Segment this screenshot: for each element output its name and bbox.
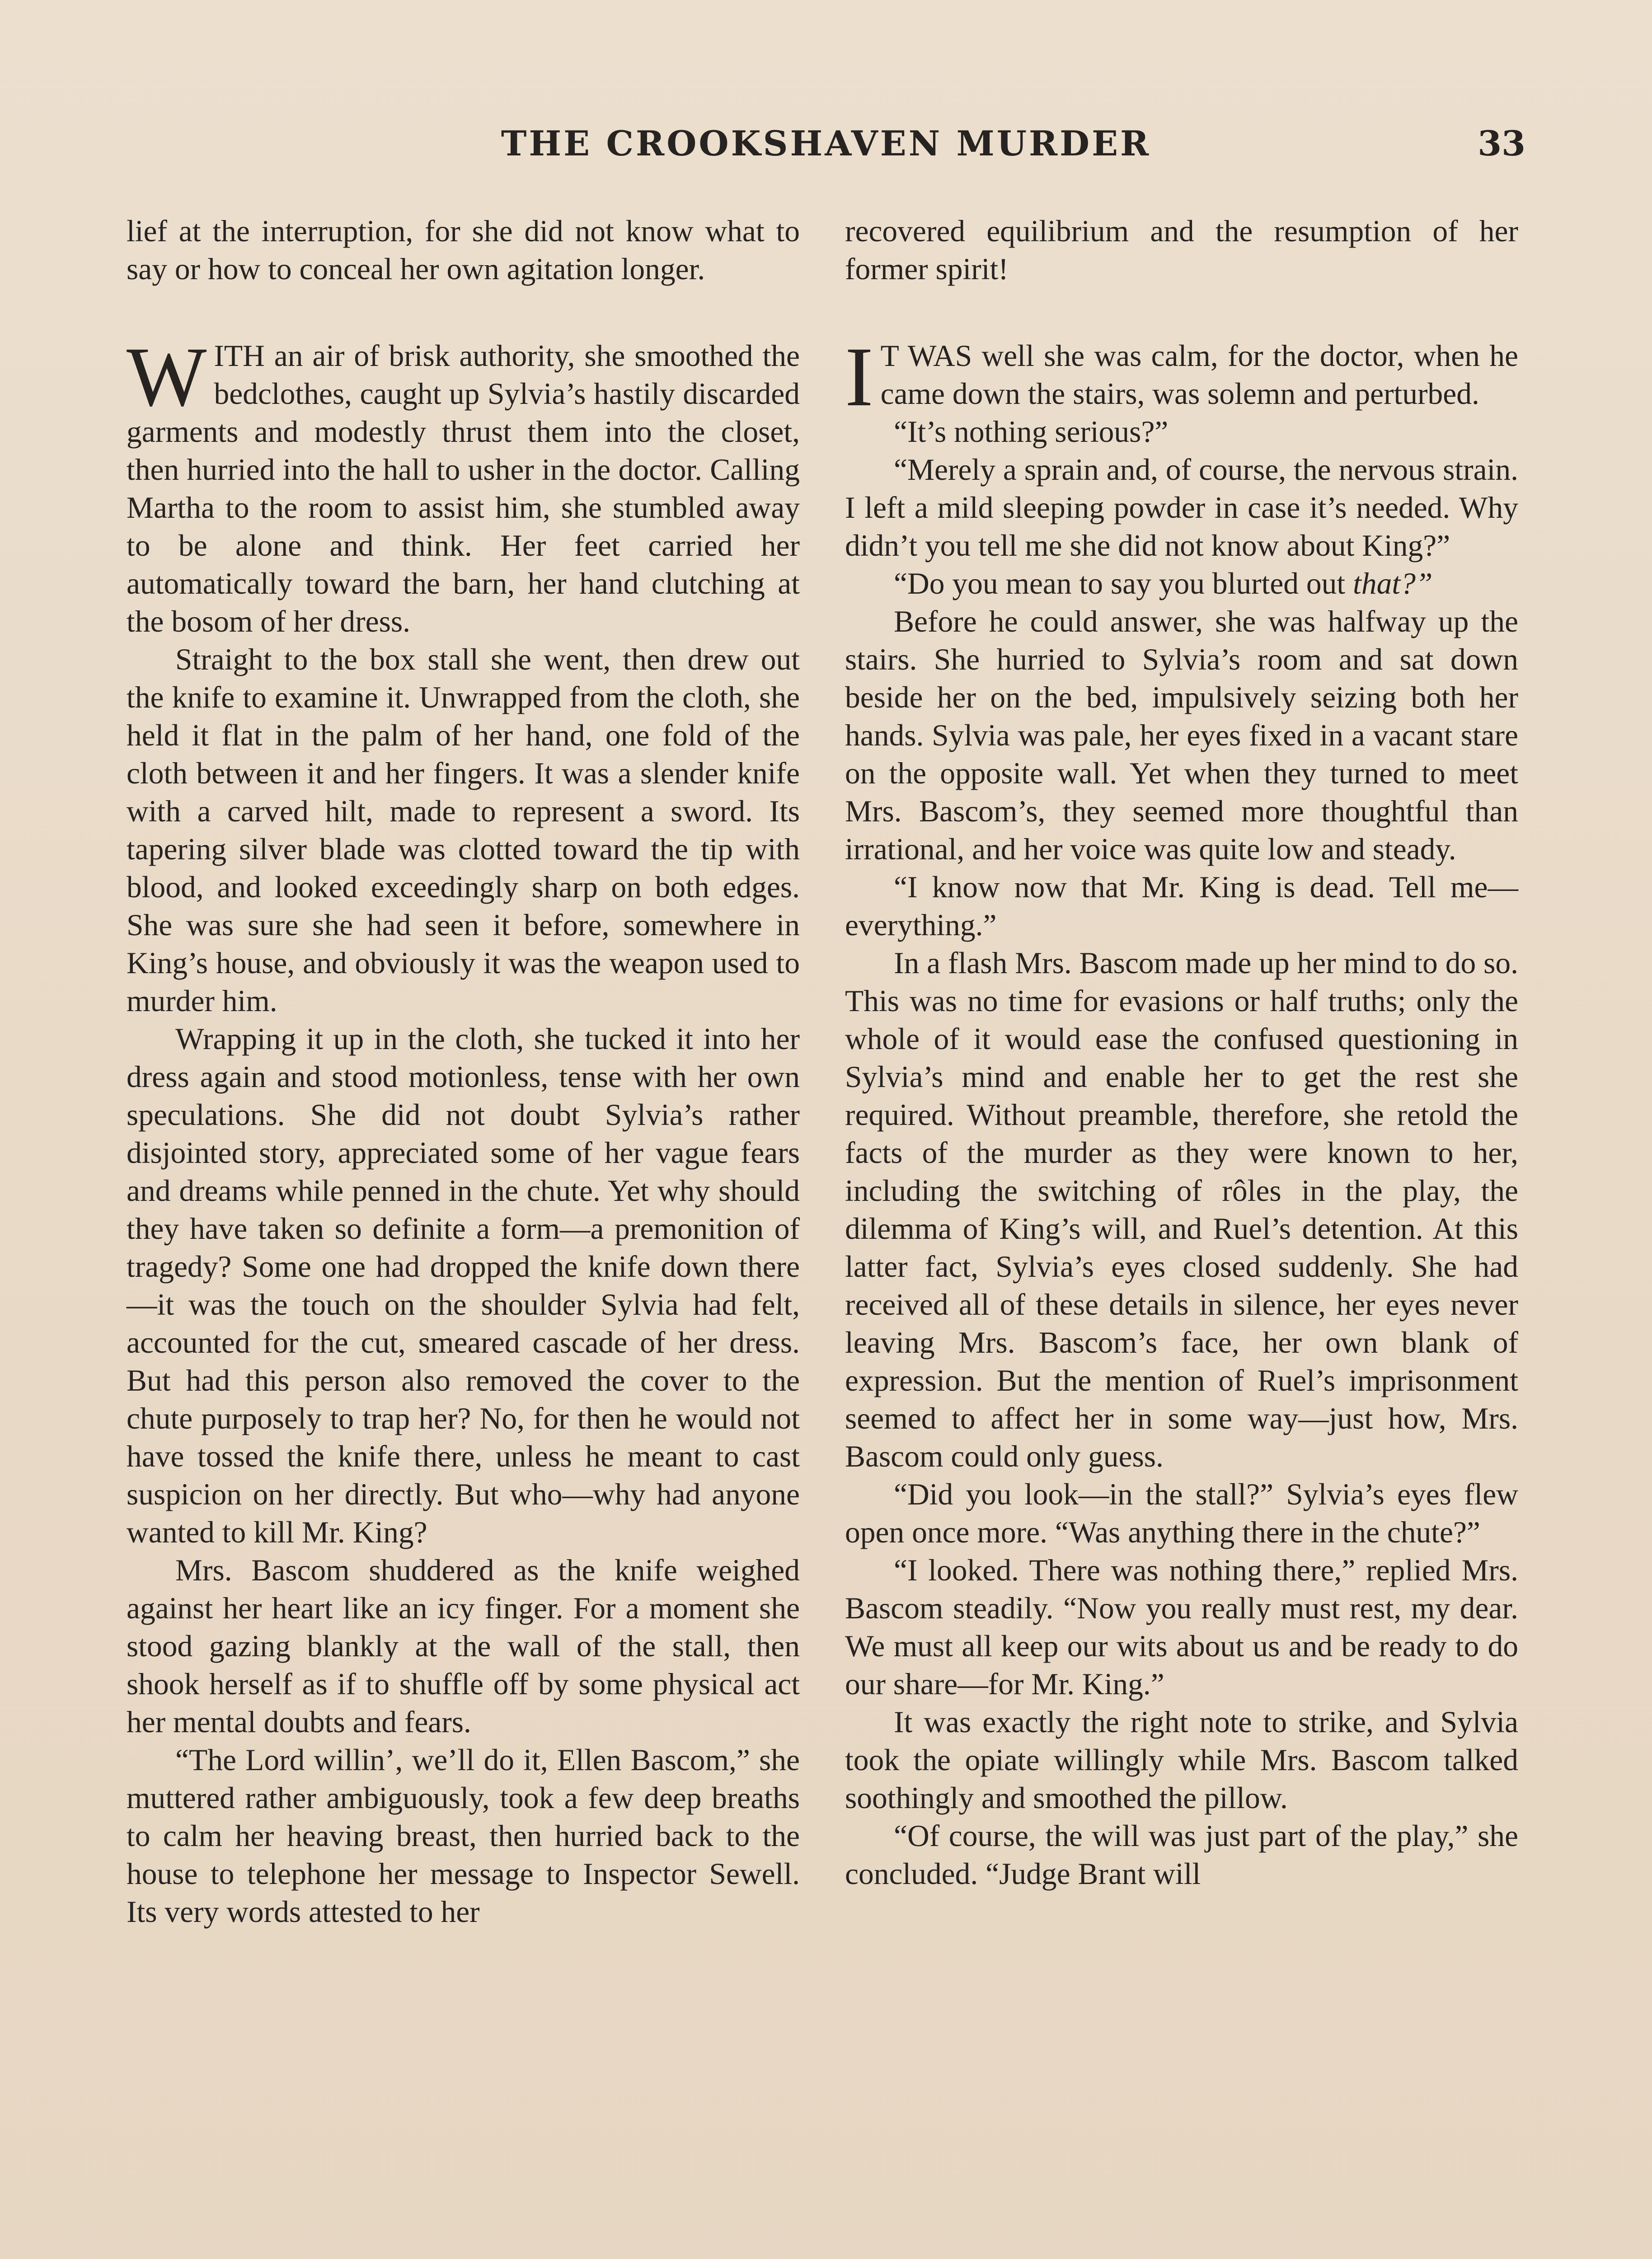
running-title: THE CROOKSHAVEN MURDER: [501, 123, 1151, 164]
italic-emphasis: that?”: [1353, 567, 1433, 600]
paragraph-text: “Do you mean to say you blurted out: [894, 567, 1353, 600]
paragraph: lief at the interruption, for she did not know what to say or how to conceal her own agitation longer.: [127, 214, 800, 286]
section-paragraph: [127, 329, 800, 641]
section-paragraph: [845, 329, 1518, 424]
paragraph-text: ITH an air of brisk authority, she smoothed the bedclothes, caught up Sylvia’s hastily discarded garments and modestly thrust them into the closet, then hurried into the hall to usher in the doctor. Calling Martha to the room to assist him, she stumbled away to be alone and think. Her feet carried her automatically toward the barn, her hand clutching at the bosom of her dress.: [127, 339, 800, 638]
paragraph: “Did you look—in the stall?” Sylvia’s eyes flew open once more. “Was anything there in the chute?”: [845, 1477, 1518, 1549]
paragraph: Mrs. Bascom shuddered as the knife weighed against her heart like an icy finger. For a moment she stood gazing blankly at the wall of the stall, then shook herself as if to shuffle off by some physical act her mental doubts and fears.: [127, 1553, 800, 1739]
paragraph-text: T WAS well she was calm, for the doctor, when he came down the stairs, was solemn and perturbed.: [880, 339, 1518, 411]
paragraph: “The Lord willin’, we’ll do it, Ellen Bascom,” she muttered rather ambiguously, took a few deep breaths to calm her heaving breast, then hurried back to the house to telephone her message to Inspector Sewell. Its very words attested to her: [127, 1743, 800, 1929]
right-column: [845, 212, 1518, 1893]
paragraph: “I looked. There was nothing there,” replied Mrs. Bascom steadily. “Now you really must rest, my dear. We must all keep our wits about us and be ready to do our share—for Mr. King.”: [845, 1553, 1518, 1701]
paragraph: recovered equilibrium and the resumption of her former spirit!: [845, 214, 1518, 286]
drop-cap: W: [127, 329, 207, 424]
paragraph: “Of course, the will was just part of the play,” she concluded. “Judge Brant will: [845, 1819, 1518, 1891]
paragraph: “It’s nothing serious?”: [894, 415, 1169, 449]
paragraph: “Merely a sprain and, of course, the nervous strain. I left a mild sleeping powder in case it’s needed. Why didn’t you tell me she did not know about King?”: [845, 453, 1518, 562]
paragraph: Before he could answer, she was halfway up the stairs. She hurried to Sylvia’s room and sat down beside her on the bed, impulsively seizing both her hands. Sylvia was pale, her eyes fixed in a vacant stare on the opposite wall. Yet when they turned to meet Mrs. Bascom’s, they seemed more thoughtful than irrational, and her voice was quite low and steady.: [845, 605, 1518, 866]
paragraph: Straight to the box stall she went, then drew out the knife to examine it. Unwrapped from the cloth, she held it flat in the palm of her hand, one fold of the cloth between it and her fingers. It was a slender knife with a carved hilt, made to represent a sword. Its tapering silver blade was clotted toward the tip with blood, and looked exceedingly sharp on both edges. She was sure she had seen it before, somewhere in King’s house, and obviously it was the weapon used to murder him.: [127, 642, 800, 1018]
paragraph: In a flash Mrs. Bascom made up her mind to do so. This was no time for evasions or half truths; only the whole of it would ease the confused questioning in Sylvia’s mind and enable her to get the rest she required. Without preamble, therefore, she retold the facts of the murder as they were known to her, including the switching of rôles in the play, the dilemma of King’s will, and Ruel’s detention. At this latter fact, Sylvia’s eyes closed suddenly. She had received all of these details in silence, her eyes never leaving Mrs. Bascom’s face, her own blank of expression. But the mention of Ruel’s imprisonment seemed to affect her in some way—just how, Mrs. Bascom could only guess.: [845, 946, 1518, 1473]
page-number: 33: [1478, 123, 1525, 164]
left-column: [127, 212, 800, 1931]
paragraph: It was exactly the right note to strike, and Sylvia took the opiate willingly while Mrs. Bascom talked soothingly and smoothed the pillow.: [845, 1705, 1518, 1815]
paragraph: Wrapping it up in the cloth, she tucked it into her dress again and stood motionless, tense with her own speculations. She did not doubt Sylvia’s rather disjointed story, appreciated some of her vague fears and dreams while penned in the chute. Yet why should they have taken so definite a form—a premonition of tragedy? Some one had dropped the knife down there—it was the touch on the shoulder Sylvia had felt, accounted for the cut, smeared cascade of her dress. But had this person also removed the cover to the chute purposely to trap her? No, for then he would not have tossed the knife there, unless he meant to cast suspicion on her directly. But who—why had anyone wanted to kill Mr. King?: [127, 1022, 800, 1549]
paragraph: “I know now that Mr. King is dead. Tell me—everything.”: [845, 870, 1518, 942]
drop-cap: I: [845, 329, 873, 424]
paragraph: [845, 565, 1518, 603]
page-header: [127, 121, 1525, 180]
